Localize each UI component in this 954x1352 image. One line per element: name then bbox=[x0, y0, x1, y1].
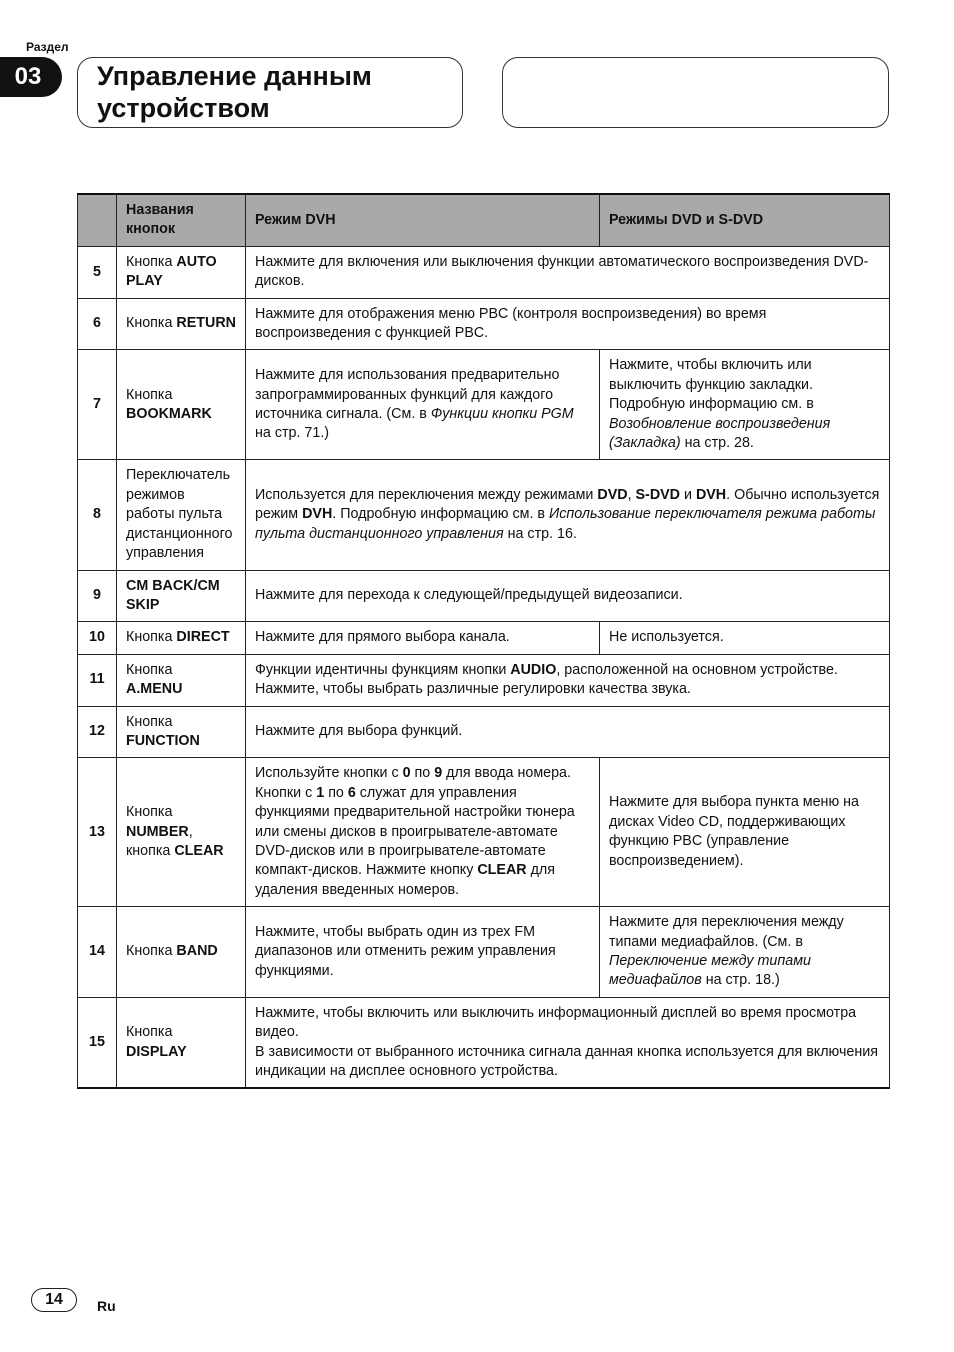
name-prefix: Кнопка bbox=[126, 804, 173, 821]
text: Нажмите, чтобы включить или выключить информационный дисплей во время просмотра видео. bbox=[255, 1004, 857, 1041]
dvh-description bbox=[246, 758, 600, 907]
text: на стр. 71.) bbox=[255, 425, 330, 442]
text: и bbox=[680, 486, 696, 503]
button-functions-table bbox=[77, 193, 890, 1089]
table-row bbox=[78, 706, 890, 758]
text: на стр. 18.) bbox=[701, 972, 780, 989]
button-name bbox=[117, 706, 246, 758]
button-name bbox=[117, 907, 246, 998]
text: по bbox=[410, 765, 435, 782]
button-name: CM BACK/CM SKIP bbox=[117, 570, 246, 622]
table-row bbox=[78, 246, 890, 298]
button-name bbox=[117, 246, 246, 298]
table-row bbox=[78, 997, 890, 1088]
reference-link-text: Использование переключателя режима работы пульта дистанционного управления bbox=[255, 506, 876, 542]
reference-link-text: Возобновление воспроизведения (Закладка) bbox=[609, 415, 831, 452]
name-prefix: Кнопка bbox=[126, 253, 177, 270]
name-bold: A.MENU bbox=[126, 681, 183, 698]
name-bold: NUMBER bbox=[126, 823, 189, 840]
name-bold: CLEAR bbox=[174, 842, 224, 859]
text: для удаления введенных номеров. bbox=[255, 862, 555, 898]
dvd-description bbox=[600, 907, 890, 998]
button-name bbox=[117, 758, 246, 907]
dvd-description: Не используется. bbox=[600, 622, 890, 654]
text: . Обычно используется режим bbox=[255, 486, 880, 523]
table-row bbox=[78, 570, 890, 622]
table-row bbox=[78, 758, 890, 907]
table-row bbox=[78, 298, 890, 350]
text: по bbox=[324, 784, 348, 801]
button-name bbox=[117, 654, 246, 706]
dvh-description bbox=[246, 350, 600, 460]
dvd-description bbox=[600, 350, 890, 460]
digit: 6 bbox=[347, 784, 356, 801]
mode-dvh: DVH bbox=[302, 506, 333, 523]
name-bold: BOOKMARK bbox=[126, 405, 212, 422]
button-name bbox=[117, 350, 246, 460]
button-name: Переключатель режимов работы пульта дистанционного управления bbox=[117, 460, 246, 570]
name-bold: FUNCTION bbox=[126, 732, 200, 749]
merged-description bbox=[246, 997, 890, 1088]
row-number: 14 bbox=[78, 907, 117, 998]
merged-description bbox=[246, 460, 890, 570]
header-dvd-modes: Режимы DVD и S-DVD bbox=[600, 194, 890, 246]
button-name bbox=[117, 298, 246, 350]
row-number: 13 bbox=[78, 758, 117, 907]
digit: 0 bbox=[402, 765, 411, 782]
empty-header-box bbox=[502, 57, 889, 128]
text: для ввода номера. Кнопки с bbox=[255, 765, 571, 801]
row-number: 10 bbox=[78, 622, 117, 654]
text: , bbox=[627, 486, 636, 503]
text: на стр. 16. bbox=[503, 525, 577, 542]
merged-description: Нажмите для включения или выключения функции автоматического воспроизведения DVD-дисков. bbox=[246, 246, 890, 298]
name-bold: DIRECT bbox=[176, 629, 230, 646]
name-bold: AUTO PLAY bbox=[126, 253, 217, 290]
dvh-description: Нажмите, чтобы выбрать один из трех FM диапазонов или отменить режим управления функциями. bbox=[246, 907, 600, 998]
reference-link-text: Функции кнопки PGM bbox=[430, 405, 574, 422]
row-number: 15 bbox=[78, 997, 117, 1088]
row-number: 11 bbox=[78, 654, 117, 706]
dvd-description: Нажмите для выбора пункта меню на дисках Video CD, поддерживающих функцию PBC (управление воспроизведением). bbox=[600, 758, 890, 907]
name-prefix: Кнопка bbox=[126, 713, 173, 730]
button-name bbox=[117, 622, 246, 654]
dvh-description: Нажмите для прямого выбора канала. bbox=[246, 622, 600, 654]
text: , расположенной на основном устройстве. bbox=[556, 661, 838, 678]
text: на стр. 28. bbox=[680, 435, 754, 452]
clear-button-name: CLEAR bbox=[477, 862, 527, 879]
merged-description: Нажмите для отображения меню PBC (контроля воспроизведения) во время воспроизведения с функцией PBC. bbox=[246, 298, 890, 350]
header-button-names: Названия кнопок bbox=[117, 194, 246, 246]
name-prefix: Кнопка bbox=[126, 629, 177, 646]
row-number: 8 bbox=[78, 460, 117, 570]
table-row bbox=[78, 907, 890, 998]
section-number-badge: 03 bbox=[0, 57, 62, 97]
row-number: 5 bbox=[78, 246, 117, 298]
text: В зависимости от выбранного источника сигнала данная кнопка используется для включения индикации на дисплее основного устройства. bbox=[255, 1043, 878, 1080]
merged-description: Нажмите для выбора функций. bbox=[246, 706, 890, 758]
row-number: 6 bbox=[78, 298, 117, 350]
name-prefix: Кнопка bbox=[126, 1024, 173, 1041]
table-header-row bbox=[78, 194, 890, 246]
name-mid: , кнопка bbox=[126, 823, 193, 859]
row-number: 7 bbox=[78, 350, 117, 460]
name-bold: BAND bbox=[176, 943, 218, 960]
table-row bbox=[78, 460, 890, 570]
text: Нажмите для использования предварительно запрограммированных функций для каждого источника сигнала. (См. в bbox=[255, 367, 560, 422]
text: служат для управления функциями предварительной настройки тюнера или смены дисков в проигрывателе-автомате DVD-дисков или в проигрывателе-автомате компакт-дисков. Нажмите кнопку bbox=[255, 784, 575, 879]
page-title bbox=[77, 57, 463, 128]
text: . Подробную информацию см. в bbox=[332, 506, 549, 523]
reference-link-text: Переключение между типами медиафайлов bbox=[609, 953, 811, 989]
row-number: 9 bbox=[78, 570, 117, 622]
page-title-line-2: устройством bbox=[97, 93, 270, 123]
table-row bbox=[78, 654, 890, 706]
text: Нажмите для переключения между типами медиафайлов. (См. в bbox=[609, 914, 844, 950]
mode-dvd: DVD bbox=[597, 486, 628, 503]
text: Используйте кнопки с bbox=[255, 765, 403, 782]
name-prefix: Кнопка bbox=[126, 661, 173, 678]
row-number: 12 bbox=[78, 706, 117, 758]
name-prefix: Кнопка bbox=[126, 386, 173, 403]
text: Нажмите, чтобы выбрать различные регулировки качества звука. bbox=[255, 681, 691, 698]
mode-sdvd: S-DVD bbox=[635, 486, 680, 503]
header-num-cell bbox=[78, 194, 117, 246]
button-name bbox=[117, 997, 246, 1088]
section-label: Раздел bbox=[26, 40, 69, 54]
table-row bbox=[78, 622, 890, 654]
digit: 1 bbox=[316, 784, 325, 801]
name-prefix: Кнопка bbox=[126, 315, 177, 332]
mode-dvh: DVH bbox=[695, 486, 727, 503]
merged-description: Нажмите для перехода к следующей/предыдущей видеозаписи. bbox=[246, 570, 890, 622]
text: Функции идентичны функциям кнопки bbox=[255, 661, 511, 678]
table-row bbox=[78, 350, 890, 460]
name-bold: RETURN bbox=[176, 315, 236, 332]
name-prefix: Кнопка bbox=[126, 943, 177, 960]
page-title-line-1: Управление данным bbox=[97, 61, 372, 91]
audio-button-name: AUDIO bbox=[510, 661, 557, 678]
language-code: Ru bbox=[97, 1298, 116, 1314]
header-dvh-mode: Режим DVH bbox=[246, 194, 600, 246]
page-number: 14 bbox=[31, 1288, 77, 1312]
digit: 9 bbox=[434, 765, 443, 782]
text: Нажмите, чтобы включить или выключить функцию закладки. Подробную информацию см. в bbox=[609, 357, 814, 413]
text: Используется для переключения между режимами bbox=[255, 486, 598, 503]
name-bold: DISPLAY bbox=[126, 1043, 187, 1060]
merged-description bbox=[246, 654, 890, 706]
